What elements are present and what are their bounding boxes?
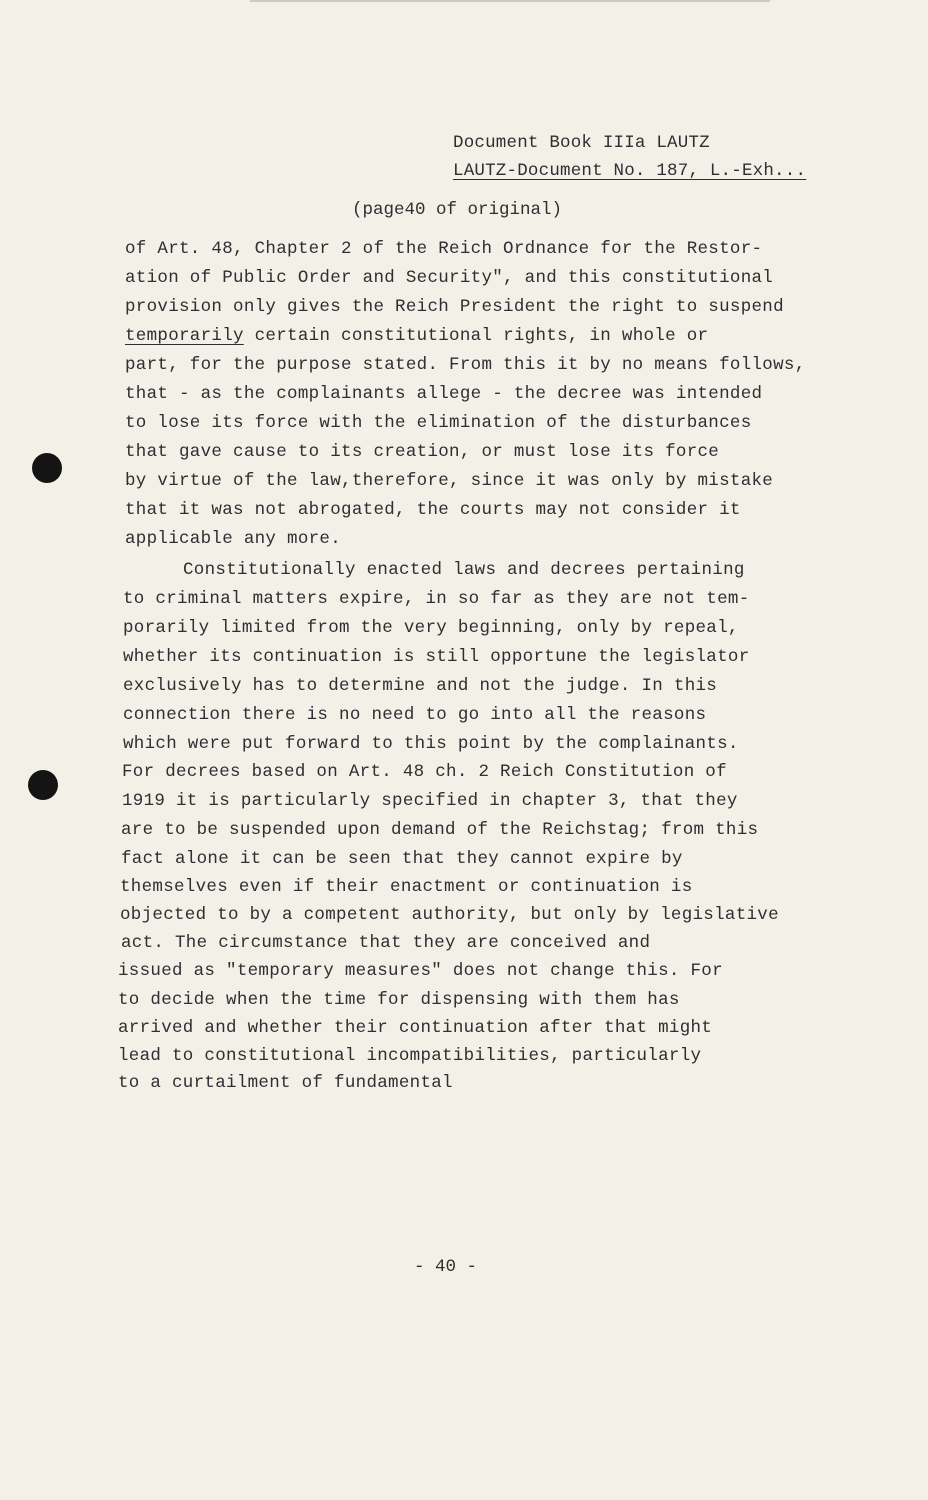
paragraph2-line: to criminal matters expire, in so far as they are not tem- <box>123 589 750 609</box>
paragraph1-line: that - as the complainants allege - the decree was intended <box>125 384 763 404</box>
paragraph2-line: exclusively has to determine and not the judge. In this <box>123 676 718 696</box>
paragraph1-line <box>125 326 708 346</box>
paragraph1-line-rest: certain constitutional rights, in whole or <box>243 326 709 346</box>
paragraph2-line: which were put forward to this point by the complainants. <box>123 734 739 754</box>
paragraph2-line: issued as "temporary measures" does not change this. For <box>118 961 723 981</box>
paragraph2-line: 1919 it is particularly specified in chapter 3, that they <box>122 791 738 811</box>
paragraph2-line: For decrees based on Art. 48 ch. 2 Reich Constitution of <box>122 762 727 782</box>
punch-hole-icon <box>32 453 62 483</box>
paragraph1-line: of Art. 48, Chapter 2 of the Reich Ordnance for the Restor- <box>125 239 763 259</box>
paragraph2-line: porarily limited from the very beginning, only by repeal, <box>123 618 739 638</box>
page-number: - 40 - <box>414 1257 478 1277</box>
paragraph2-line: lead to constitutional incompatibilities, particularly <box>118 1046 702 1066</box>
paragraph1-line: by virtue of the law,therefore, since it was only by mistake <box>125 471 774 491</box>
paragraph2-line: are to be suspended upon demand of the Reichstag; from this <box>121 820 759 840</box>
top-edge-rule <box>250 0 770 2</box>
paragraph2-line: arrived and whether their continuation after that might <box>118 1018 713 1038</box>
paragraph1-line: that it was not abrogated, the courts may not consider it <box>125 500 741 520</box>
paragraph2-line: to decide when the time for dispensing with them has <box>118 990 680 1010</box>
paragraph2-line: connection there is no need to go into all the reasons <box>123 705 707 725</box>
paragraph1-line: provision only gives the Reich President the right to suspend <box>125 297 784 317</box>
paragraph2-line: fact alone it can be seen that they cannot expire by <box>121 849 683 869</box>
paragraph2-line: whether its continuation is still opportune the legislator <box>123 647 750 667</box>
paragraph1-line: applicable any more. <box>125 529 342 549</box>
paragraph1-line: ation of Public Order and Security", and this constitutional <box>125 268 774 288</box>
paragraph1-line: to lose its force with the elimination of the disturbances <box>125 413 752 433</box>
original-page-reference: (page40 of original) <box>352 200 563 220</box>
paragraph2-line: objected to by a competent authority, but only by legislative <box>120 905 779 925</box>
punch-hole-icon <box>28 770 58 800</box>
document-number: LAUTZ-Document No. 187, L.-Exh... <box>453 161 807 181</box>
paragraph1-line: that gave cause to its creation, or must lose its force <box>125 442 720 462</box>
underlined-word: temporarily <box>125 326 244 346</box>
document-book-title: Document Book IIIa LAUTZ <box>453 133 710 153</box>
paragraph2-line: themselves even if their enactment or continuation is <box>120 877 693 897</box>
paragraph2-line: to a curtailment of fundamental <box>118 1073 453 1093</box>
paragraph1-line: part, for the purpose stated. From this it by no means follows, <box>125 355 806 375</box>
paragraph2-line: Constitutionally enacted laws and decrees pertaining <box>183 560 745 580</box>
paragraph2-line: act. The circumstance that they are conceived and <box>121 933 651 953</box>
